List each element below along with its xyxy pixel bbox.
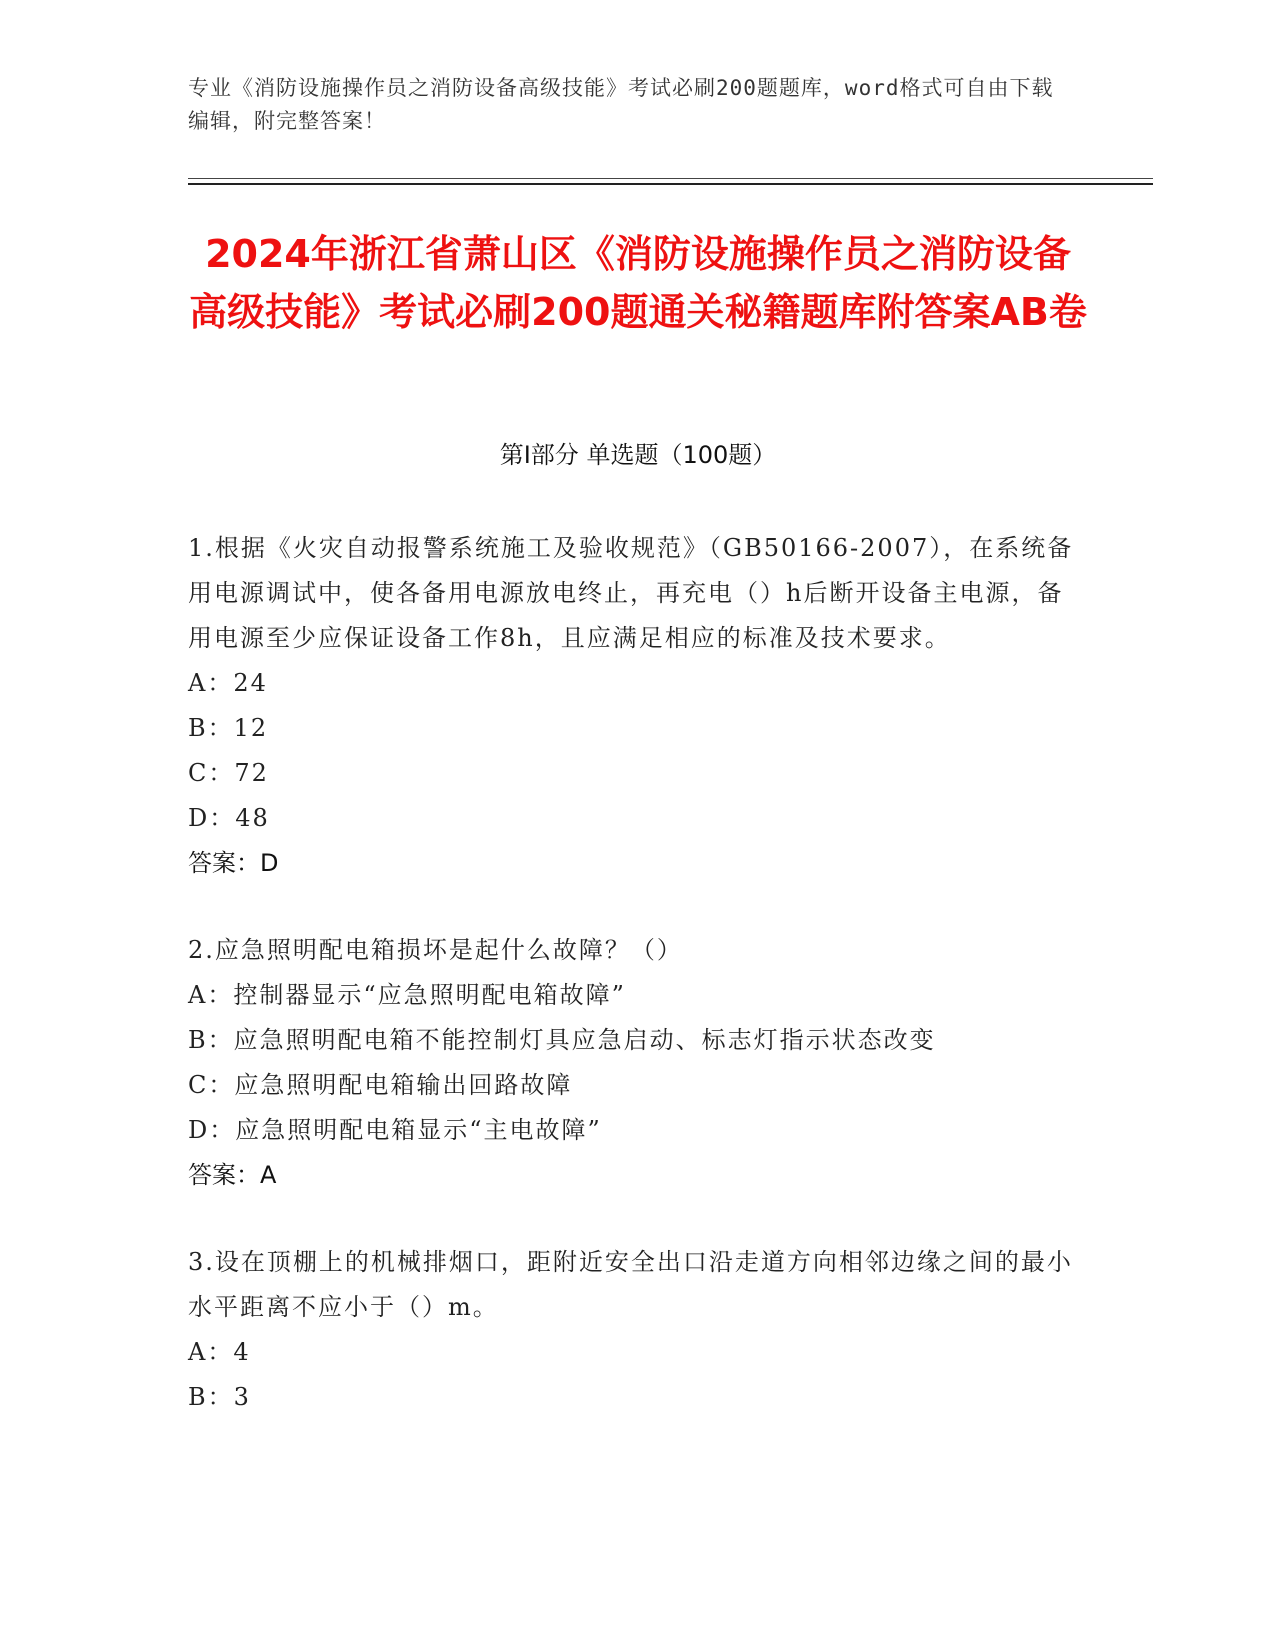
option-a: A：24 <box>188 669 268 697</box>
question-stem: 2.应急照明配电箱损坏是起什么故障？（） <box>188 936 683 964</box>
question-list <box>188 526 1088 1462</box>
question-stem: 3.设在顶棚上的机械排烟口，距附近安全出口沿走道方向相邻边缘之间的最小水平距离不应小于（）m。 <box>188 1248 1073 1321</box>
answer: 答案：D <box>188 849 279 877</box>
option-a: A：4 <box>188 1338 251 1366</box>
question-3 <box>188 1240 1088 1420</box>
option-b: B：3 <box>188 1383 251 1411</box>
option-b: B：应急照明配电箱不能控制灯具应急启动、标志灯指示状态改变 <box>188 1026 936 1054</box>
question-2 <box>188 928 1088 1198</box>
document-title: 2024年浙江省萧山区《消防设施操作员之消防设备高级技能》考试必刷200题通关秘籍题库附答案AB卷 <box>189 232 1087 334</box>
option-d: D：48 <box>188 804 270 832</box>
header-divider-thin <box>188 178 1153 179</box>
question-stem: 1.根据《火灾自动报警系统施工及验收规范》（GB50166-2007），在系统备用电源调试中，使各备用电源放电终止，再充电（）h后断开设备主电源，备用电源至少应保证设备工作8h，且应满足相应的标准及技术要求。 <box>188 534 1074 652</box>
answer: 答案：A <box>188 1161 277 1189</box>
option-c: C：72 <box>188 759 269 787</box>
option-d: D：应急照明配电箱显示“主电故障” <box>188 1116 602 1144</box>
header-note: 专业《消防设施操作员之消防设备高级技能》考试必刷200题题库，word格式可自由下载编辑，附完整答案！ <box>188 76 1054 133</box>
header-divider-thick <box>188 183 1153 185</box>
section-title: 第Ⅰ部分 单选题（100题） <box>499 441 777 469</box>
option-c: C：应急照明配电箱输出回路故障 <box>188 1071 573 1099</box>
question-1 <box>188 526 1088 886</box>
option-a: A：控制器显示“应急照明配电箱故障” <box>188 981 626 1009</box>
option-b: B：12 <box>188 714 269 742</box>
